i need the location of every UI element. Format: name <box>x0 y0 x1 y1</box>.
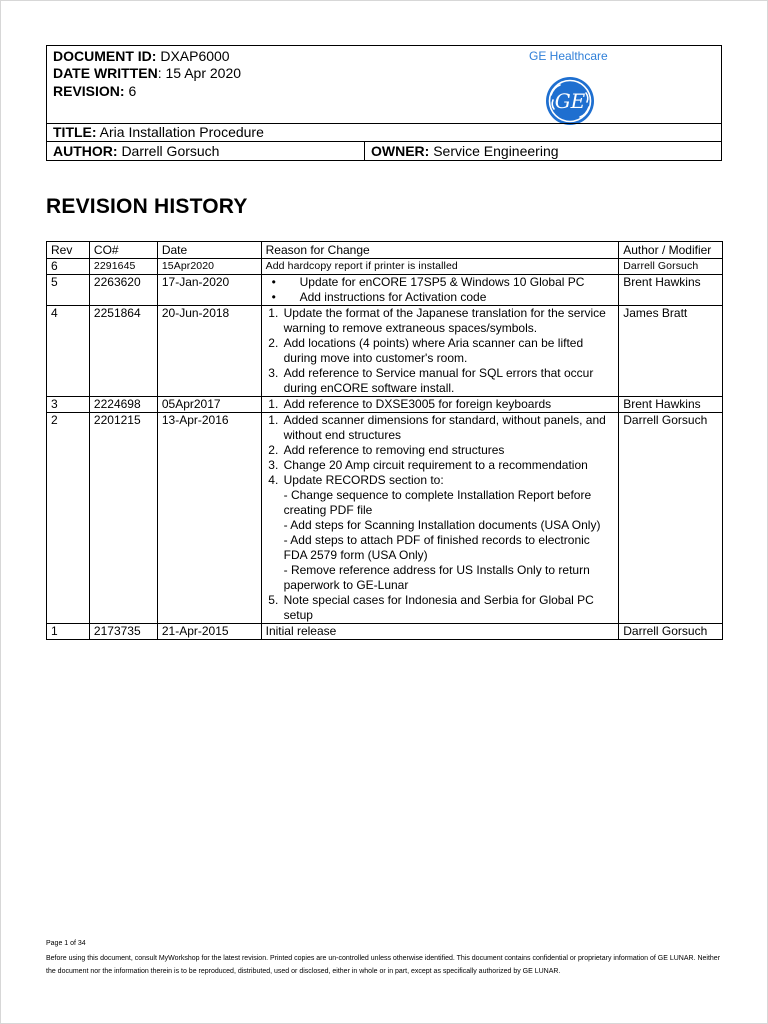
cell-reason: Initial release <box>261 624 619 640</box>
title-label: TITLE: <box>53 124 97 140</box>
author-label: AUTHOR: <box>53 143 118 159</box>
cell-author: Darrell Gorsuch <box>619 259 723 275</box>
cell-co: 2224698 <box>89 397 157 413</box>
revision-value: 6 <box>128 83 137 99</box>
revision-history-table <box>46 241 723 640</box>
column-header-author: Author / Modifier <box>619 242 723 259</box>
cell-author: Brent Hawkins <box>619 275 723 306</box>
revision-line <box>53 83 136 100</box>
list-item: 2. Add locations (4 points) where Aria scanner can be lifted during move into customer's room. <box>282 336 615 366</box>
title-value: Aria Installation Procedure <box>99 124 264 140</box>
table-row <box>47 306 723 397</box>
svg-text:GE: GE <box>554 89 586 113</box>
list-item: 3. Change 20 Amp circuit requirement to a recommendation <box>282 458 615 473</box>
title-line <box>53 124 264 141</box>
page-number: Page 1 of 34 <box>46 940 86 947</box>
owner-label: OWNER: <box>371 143 430 159</box>
cell-author: Darrell Gorsuch <box>619 413 723 624</box>
table-row <box>47 624 723 640</box>
cell-author: Brent Hawkins <box>619 397 723 413</box>
cell-author: James Bratt <box>619 306 723 397</box>
cell-co: 2291645 <box>89 259 157 275</box>
cell-reason <box>261 306 619 397</box>
sub-item: - Remove reference address for US Installs Only to return paperwork to GE-Lunar <box>283 563 590 592</box>
cell-co: 2201215 <box>89 413 157 624</box>
cell-date: 17-Jan-2020 <box>157 275 261 306</box>
author-value: Darrell Gorsuch <box>121 143 220 159</box>
cell-rev: 1 <box>47 624 90 640</box>
date-written-label: DATE WRITTEN <box>53 65 158 81</box>
cell-date: 20-Jun-2018 <box>157 306 261 397</box>
column-header-rev: Rev <box>47 242 90 259</box>
cell-rev: 3 <box>47 397 90 413</box>
bullet-list <box>266 275 615 305</box>
list-item-text: Update RECORDS section to: <box>283 473 444 487</box>
cell-rev: 5 <box>47 275 90 306</box>
revision-label: REVISION: <box>53 83 125 99</box>
cell-reason <box>261 413 619 624</box>
list-item: • Add instructions for Activation code <box>286 290 615 305</box>
owner-divider <box>364 141 365 160</box>
sub-item: - Add steps for Scanning Installation documents (USA Only) <box>283 518 601 532</box>
disclaimer-text: Before using this document, consult MyWorkshop for the latest revision. Printed copies are un-controlled unless otherwise identified. This document contains confidential or proprietary information of GE LUNAR. Neither the document nor the information therein is to be reproduced, distributed, used or disclosed, either in whole or in part, except as specifically authorized by GE LUNAR. <box>46 955 721 975</box>
cell-reason <box>261 275 619 306</box>
header-divider-2 <box>47 141 721 142</box>
table-header-row <box>47 242 723 259</box>
owner-line <box>371 143 559 160</box>
list-item: 1. Update the format of the Japanese translation for the service warning to remove extraneous spaces/symbols. <box>282 306 615 336</box>
cell-co: 2173735 <box>89 624 157 640</box>
page-footer <box>46 937 722 978</box>
cell-date: 15Apr2020 <box>157 259 261 275</box>
column-header-co: CO# <box>89 242 157 259</box>
list-item: • Update for enCORE 17SP5 & Windows 10 Global PC <box>286 275 615 290</box>
section-title: REVISION HISTORY <box>46 195 248 218</box>
cell-date: 05Apr2017 <box>157 397 261 413</box>
author-line <box>53 143 219 160</box>
list-item: 5. Note special cases for Indonesia and Serbia for Global PC setup <box>282 593 615 623</box>
sub-item: - Change sequence to complete Installation Report before creating PDF file <box>283 488 592 517</box>
cell-date: 13-Apr-2016 <box>157 413 261 624</box>
table-row <box>47 259 723 275</box>
cell-co: 2251864 <box>89 306 157 397</box>
brand-name: GE Healthcare <box>529 49 608 63</box>
date-written-line <box>53 65 241 82</box>
cell-date: 21-Apr-2015 <box>157 624 261 640</box>
sub-item: - Add steps to attach PDF of finished records to electronic FDA 2579 form (USA Only) <box>283 533 590 562</box>
owner-value: Service Engineering <box>433 143 559 159</box>
document-id-line <box>53 48 230 65</box>
list-item <box>282 473 615 593</box>
numbered-list <box>266 413 615 623</box>
list-item: 3. Add reference to Service manual for SQL errors that occur during enCORE software install. <box>282 366 615 396</box>
cell-reason <box>261 397 619 413</box>
cell-reason: Add hardcopy report if printer is installed <box>261 259 619 275</box>
list-item: 1. Add reference to DXSE3005 for foreign keyboards <box>282 397 615 412</box>
cell-rev: 2 <box>47 413 90 624</box>
column-header-date: Date <box>157 242 261 259</box>
document-id-label: DOCUMENT ID: <box>53 48 157 64</box>
date-written-value: : 15 Apr 2020 <box>157 65 242 81</box>
table-row <box>47 275 723 306</box>
ge-logo-icon <box>545 76 595 126</box>
table-row <box>47 397 723 413</box>
column-header-reason: Reason for Change <box>261 242 619 259</box>
document-id-value: DXAP6000 <box>160 48 230 64</box>
cell-author: Darrell Gorsuch <box>619 624 723 640</box>
cell-rev: 6 <box>47 259 90 275</box>
numbered-list <box>266 306 615 396</box>
table-row <box>47 413 723 624</box>
list-item: 1. Added scanner dimensions for standard, without panels, and without end structures <box>282 413 615 443</box>
document-header <box>46 45 722 161</box>
cell-rev: 4 <box>47 306 90 397</box>
numbered-list <box>266 397 615 412</box>
list-item: 2. Add reference to removing end structures <box>282 443 615 458</box>
cell-co: 2263620 <box>89 275 157 306</box>
